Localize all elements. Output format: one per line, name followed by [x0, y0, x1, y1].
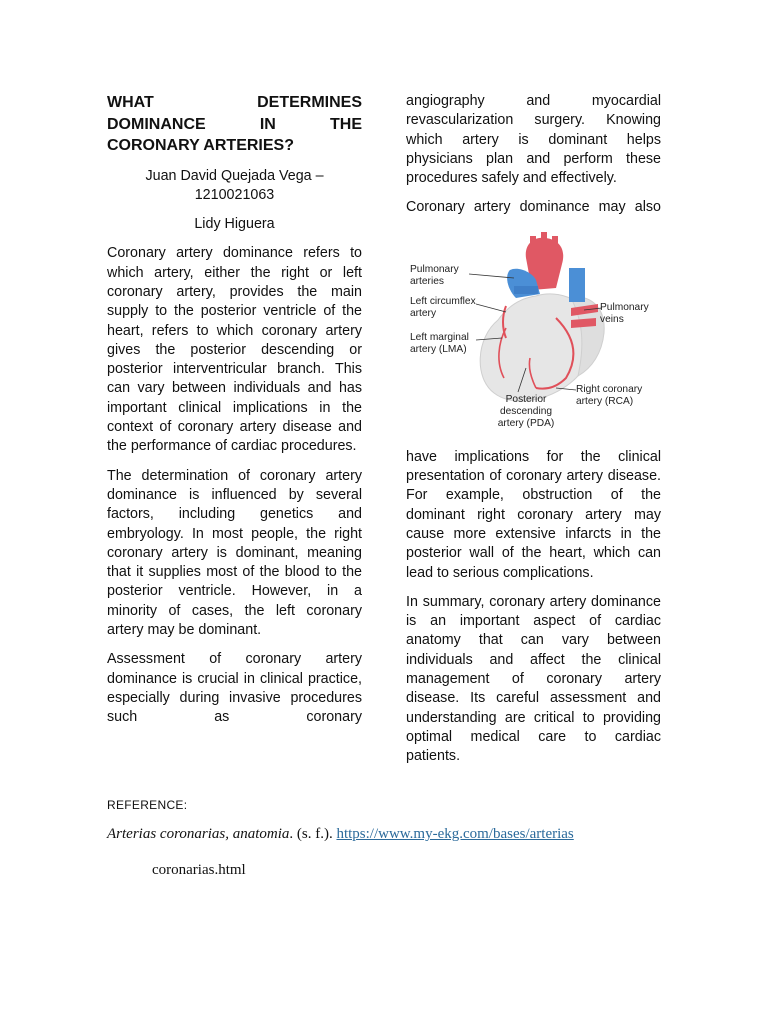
label-posterior-descending: Posterior descending artery (PDA): [497, 393, 555, 429]
paragraph: Assessment of coronary artery dominance is crucial in clinical practice, especially during invasive procedures such as coronary: [107, 651, 362, 726]
reference-link[interactable]: https://www.my-ekg.com/bases/arterias: [336, 826, 574, 842]
reference-middle: . (s. f.).: [289, 826, 337, 842]
label-pulmonary-arteries: Pulmonary arteries: [410, 263, 459, 287]
reference-link-continuation: coronarias.html: [152, 862, 246, 878]
paragraph: In summary, coronary artery dominance is an important aspect of cardiac anatomy that can vary between individuals and affect the clinical management of coronary artery disease. Its careful assessment and understanding are critical to providing optimal medical care to cardiac patients.: [406, 593, 661, 765]
reference-heading: REFERENCE:: [107, 798, 188, 812]
title-line: CORONARY ARTERIES?: [107, 137, 294, 154]
reference-title: Arterias coronarias, anatomia: [107, 826, 290, 842]
aorta-branch: [552, 236, 558, 248]
label-left-circumflex: Left circumflex artery: [410, 295, 476, 319]
page-title: [107, 92, 362, 157]
paragraph: Coronary artery dominance refers to which artery, either the right or left coronary artery, provides the main supply to the posterior ventricle of the heart, refers to which coronary artery gives the posterior descending or posterior interventricular branch. This can vary between individuals and has important clinical implications in the context of coronary artery disease and the performance of cardiac procedures.: [107, 245, 362, 455]
pulmonary-artery-branch: [514, 286, 538, 294]
aorta-branch: [530, 236, 536, 248]
left-column: [107, 92, 362, 738]
paragraph: angiography and myocardial revascularization surgery. Knowing which artery is dominant helps physicians plan and perform these procedures safely and effectively.: [406, 93, 661, 187]
aorta-branch: [541, 232, 547, 244]
author-name-1: Juan David Quejada Vega – 1210021063: [145, 167, 324, 203]
author-name-2: Lidy Higuera: [194, 216, 275, 233]
paragraph: have implications for the clinical presentation of coronary artery disease. For example, obstruction of the dominant right coronary artery may cause more extensive infarcts in the posterior wall of the heart, which can lead to serious complications.: [406, 448, 661, 581]
title-line: WHAT DETERMINES: [107, 94, 362, 111]
label-right-coronary: Right coronary artery (RCA): [576, 383, 643, 407]
title-line: DOMINANCE IN THE: [107, 115, 362, 133]
label-pulmonary-veins: Pulmonary veins: [600, 301, 649, 325]
right-column: [406, 92, 661, 777]
label-left-marginal: Left marginal artery (LMA): [410, 331, 469, 355]
paragraph: The determination of coronary artery dominance is influenced by several factors, including genetics and embryology. In most people, the right coronary artery is dominant, meaning that it supplies most of the blood to the posterior ventricle. However, in a minority of cases, the left coronary artery may be dominant.: [107, 467, 362, 639]
paragraph: Coronary artery dominance may also: [406, 199, 661, 216]
heart-diagram-figure: [406, 228, 661, 440]
reference-citation: [107, 826, 574, 843]
vena-cava: [569, 268, 585, 302]
